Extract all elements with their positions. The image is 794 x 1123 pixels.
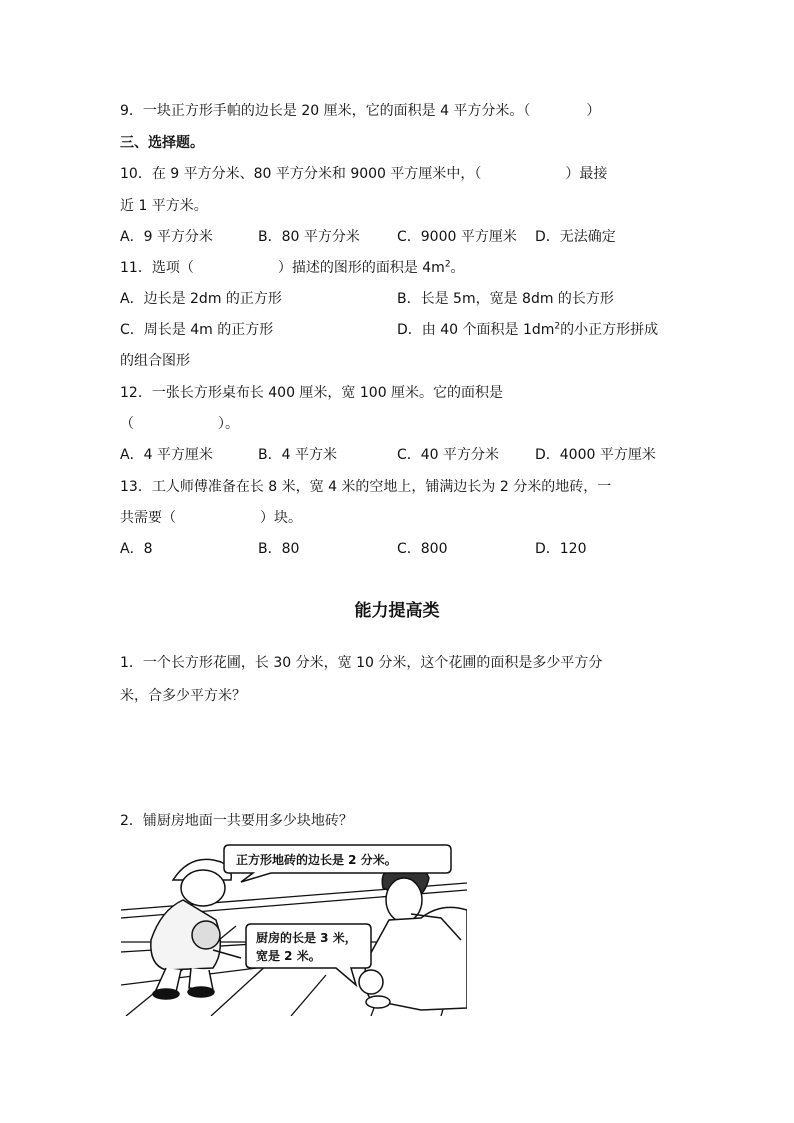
q10-option-a: A．9 平方分米 — [120, 229, 213, 245]
q13-option-d: D．120 — [535, 541, 587, 557]
q12-option-a: A．4 平方厘米 — [120, 447, 213, 463]
speech-bubble-2 — [246, 924, 371, 985]
problem-1-line2: 米，合多少平方米？ — [120, 688, 246, 704]
problem-2: 2．铺厨房地面一共要用多少块地砖？ — [120, 813, 353, 829]
q11-option-d-superscript: 2 — [554, 321, 561, 332]
bubble-2-line2: 宽是 2 米。 — [256, 949, 321, 963]
question-12-line1: 12．一张长方形桌布长 400 厘米，宽 100 厘米。它的面积是 — [120, 385, 504, 401]
question-12-line2: （ ）。 — [120, 416, 239, 432]
q10-option-d: D．无法确定 — [535, 229, 616, 245]
q11-option-d-text: D．由 40 个面积是 1dm — [397, 322, 555, 338]
question-13-line2: 共需要（ ）块。 — [120, 510, 302, 526]
boy-figure — [151, 859, 241, 999]
section-heading-choice: 三、选择题。 — [120, 135, 204, 151]
bubble-1-text: 正方形地砖的边长是 2 分米。 — [236, 853, 397, 867]
q10-option-b: B．80 平方分米 — [258, 229, 360, 245]
question-11-superscript: 2 — [444, 259, 451, 270]
q12-option-b: B．4 平方米 — [258, 447, 337, 463]
question-10-line1: 10．在 9 平方分米、80 平方分米和 9000 平方厘米中，（ ）最接 — [120, 166, 608, 182]
kitchen-floor-illustration — [121, 840, 467, 1016]
question-10-line2: 近 1 平方米。 — [120, 198, 208, 214]
q13-option-c: C．800 — [397, 541, 448, 557]
question-11-text: 11．选项（ ）描述的图形的面积是 4m — [120, 260, 445, 276]
question-13-line1: 13．工人师傅准备在长 8 米，宽 4 米的空地上，铺满边长为 2 分米的地砖，一 — [120, 479, 612, 495]
q13-option-a: A．8 — [120, 541, 153, 557]
q11-option-a: A．边长是 2dm 的正方形 — [120, 291, 282, 307]
q12-option-c: C．40 平方分米 — [397, 447, 500, 463]
q11-option-b: B．长是 5m，宽是 8dm 的长方形 — [397, 291, 614, 307]
q12-option-d: D．4000 平方厘米 — [535, 447, 656, 463]
problem-1-line1: 1．一个长方形花圃，长 30 分米，宽 10 分米，这个花圃的面积是多少平方分 — [120, 655, 603, 671]
q10-option-c: C．9000 平方厘米 — [397, 229, 517, 245]
question-11-end: 。 — [450, 260, 465, 276]
q11-option-d-text-end: 的小正方形拼成 — [560, 322, 659, 338]
section-title: 能力提高类 — [354, 601, 440, 621]
q11-option-c: C．周长是 4m 的正方形 — [120, 322, 274, 338]
question-11 — [120, 258, 465, 278]
q11-option-d-line2: 的组合图形 — [120, 353, 190, 369]
q13-option-b: B．80 — [258, 541, 300, 557]
question-9: 9．一块正方形手帕的边长是 20 厘米，它的面积是 4 平方分米。（ ） — [120, 103, 601, 119]
q11-option-d — [397, 320, 658, 340]
bubble-2-line1: 厨房的长是 3 米， — [256, 931, 357, 945]
